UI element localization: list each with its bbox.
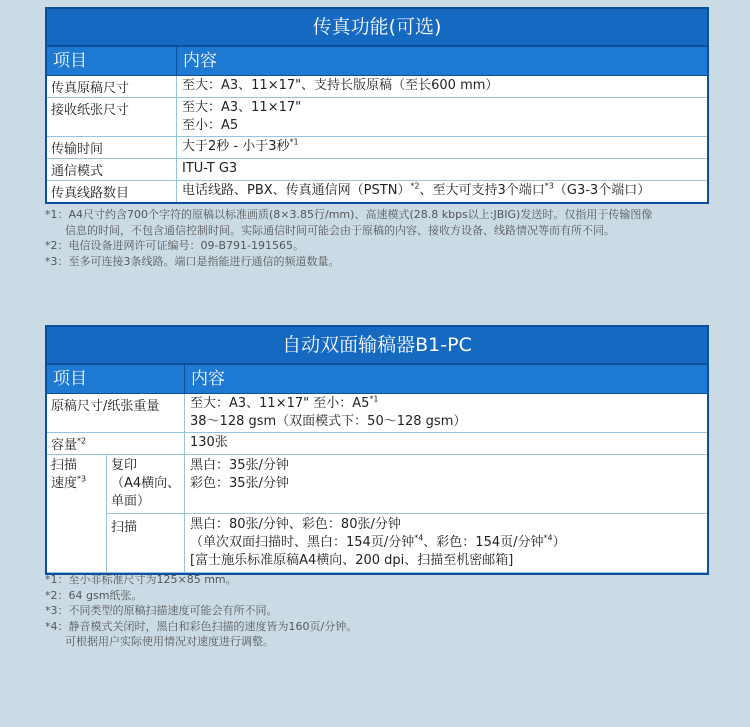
row-value: ITU-T G3	[182, 161, 238, 176]
row-value: 130张	[190, 435, 228, 450]
scan-speed-label: 扫描 速度$^{*3}$	[47, 455, 107, 572]
footnote-mark: *3	[77, 474, 87, 484]
footnote: *2：64 gsm纸张。	[45, 588, 143, 602]
footnote-mark: *4	[414, 533, 424, 543]
footnote: *4：静音模式关闭时，黑白和彩色扫描的速度皆为160页/分钟。 可根据用户实际使用情况对速度进行调整。	[45, 619, 358, 648]
row-value: 38～128 gsm（双面模式下：50～128 gsm）	[190, 414, 467, 429]
header-content: 内容	[183, 51, 217, 71]
header-item: 项目	[47, 47, 177, 75]
footnote: *1：A4尺寸约含700个字符的原稿以标准画质(8×3.85行/mm)、高速模式(28.8 kbps以上:JBIG)发送时。仅指用于传输图像 信息的时间，不包含通信控制时间。实际通信时间可能会由于原稿的内容、接收方设备、线路情况等而有所不同。	[45, 208, 653, 237]
row-value: 黑白：80张/分钟、彩色：80张/分钟	[190, 517, 401, 532]
row-label: 通信模式	[47, 159, 177, 180]
row-value: 彩色：35张/分钟	[190, 476, 289, 491]
row-label: 传真原稿尺寸	[47, 76, 177, 97]
row-value: 至大：A3、11×17"、支持长版原稿（至长600 mm）	[182, 78, 499, 93]
scan-label: 扫描	[107, 514, 185, 572]
fax-table-title: 传真功能(可选)	[47, 9, 707, 47]
fax-table-header	[47, 47, 707, 76]
adf-table-title: 自动双面输稿器B1-PC	[47, 327, 707, 365]
table-row	[47, 76, 707, 98]
adf-footnotes	[45, 572, 715, 650]
footnote-mark: *1	[289, 137, 299, 147]
adf-spec-table	[45, 325, 709, 575]
row-value: 电话线路、PBX、传真通信网（PSTN）	[182, 183, 411, 198]
footnote-mark: *3	[544, 181, 554, 191]
row-label: 传真线路数目	[47, 181, 177, 202]
row-value: （G3-3个端口）	[553, 183, 651, 198]
footnote: *2：电信设备进网许可证编号：09-B791-191565。	[45, 239, 304, 252]
footnote: *3：不同类型的原稿扫描速度可能会有所不同。	[45, 604, 278, 617]
footnote: *1：至小非标准尺寸为125×85 mm。	[45, 573, 237, 586]
row-value: 至小：A5	[182, 118, 239, 133]
header-item: 项目	[47, 365, 185, 393]
row-label: 原稿尺寸/纸张重量	[47, 394, 185, 432]
row-value: 至大：A3、11×17"	[182, 100, 302, 115]
footnote-mark: *4	[543, 533, 553, 543]
table-row	[47, 98, 707, 137]
footnote: *3：至多可连接3条线路。端口是指能进行通信的频道数量。	[45, 254, 340, 268]
footnote-mark: *2	[410, 181, 420, 191]
row-label: 传输时间	[47, 137, 177, 158]
scan-subrow	[107, 514, 707, 572]
fax-footnotes	[45, 207, 715, 269]
table-row	[47, 159, 707, 181]
row-value: 黑白：35张/分钟	[190, 458, 289, 473]
table-row	[47, 137, 707, 159]
table-row	[47, 433, 707, 455]
scan-speed-row	[47, 455, 707, 573]
row-value: （单次双面扫描时、黑白：154页/分钟$^{*4}$、彩色：154页/分钟$^{*4}$）	[190, 533, 566, 550]
footnote-mark: *1	[369, 394, 379, 404]
row-value: 至大：A3、11×17" 至小：A5	[190, 396, 370, 411]
copy-label: 复印 （A4横向、 单面）	[107, 455, 185, 513]
footnote-mark: *2	[77, 436, 87, 446]
row-label: 接收纸张尺寸	[47, 98, 177, 136]
row-value: 、至大可支持3个端口	[419, 183, 545, 198]
header-content: 内容	[191, 369, 225, 389]
table-row	[47, 181, 707, 202]
adf-table-header	[47, 365, 707, 394]
table-row	[47, 394, 707, 433]
row-label: 容量	[51, 438, 78, 453]
row-value: 大于2秒 - 小于3秒	[182, 139, 290, 154]
fax-spec-table	[45, 7, 709, 204]
copy-subrow	[107, 455, 707, 514]
row-value: [富士施乐标准原稿A4横向、200 dpi、扫描至机密邮箱]	[190, 553, 514, 568]
